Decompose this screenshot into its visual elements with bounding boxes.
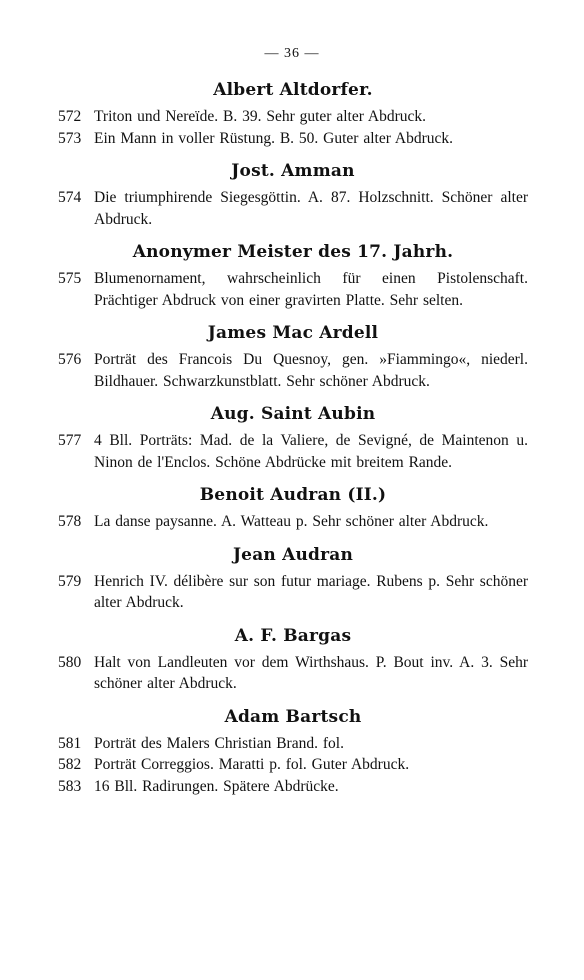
entry-number: 572 — [58, 108, 82, 125]
artist-heading: Jost. Amman — [231, 161, 355, 181]
catalog-content — [58, 78, 528, 807]
entry-description: 16 Bll. Radirungen. Spätere Abdrücke. — [94, 777, 339, 795]
artist-heading: Anonymer Meister des 17. Jahrh. — [132, 242, 454, 262]
catalog-entry — [58, 128, 528, 150]
page-number: — 36 — — [264, 46, 320, 61]
catalog-entry — [58, 268, 528, 311]
artist-heading: A. F. Bargas — [234, 625, 352, 646]
catalog-entry — [58, 187, 528, 230]
artist-section-anonymer-meister — [58, 240, 528, 311]
artist-section-saint-aubin — [58, 402, 528, 473]
artist-section-bartsch — [58, 705, 528, 798]
entry-description: Porträt des Malers Christian Brand. fol. — [94, 734, 344, 752]
entry-number: 580 — [58, 653, 82, 671]
entry-number: 579 — [58, 572, 82, 590]
entry-description: Henrich IV. délibère sur son futur mariage. Rubens p. Sehr schöner alter Abdruck. — [94, 572, 528, 611]
entry-number: 578 — [58, 513, 82, 530]
artist-section-amman — [58, 159, 528, 230]
artist-section-benoit-audran — [58, 483, 528, 533]
artist-heading: Jean Audran — [232, 544, 354, 565]
entry-description: Porträt Correggios. Maratti p. fol. Guter Abdruck. — [94, 756, 410, 773]
entry-number: 575 — [58, 270, 82, 287]
catalog-entry — [58, 776, 528, 798]
artist-section-altdorfer — [58, 78, 528, 149]
entry-number: 576 — [58, 351, 82, 368]
artist-section-jean-audran — [58, 543, 528, 614]
entry-number: 581 — [58, 734, 82, 752]
catalog-entry — [58, 571, 528, 614]
catalog-entry — [58, 652, 528, 695]
entry-description: Porträt des Francois Du Quesnoy, gen. »Fiammingo«, niederl. Bildhauer. Schwarzkunstblatt. Sehr schöner Abdruck. — [94, 351, 528, 390]
entry-number: 582 — [58, 756, 82, 773]
entry-description: Triton und Nereïde. B. 39. Sehr guter alter Abdruck. — [94, 108, 427, 125]
artist-heading: Albert Altdorfer. — [213, 80, 373, 100]
entry-description: Ein Mann in voller Rüstung. B. 50. Guter alter Abdruck. — [94, 129, 453, 147]
artist-heading: James Mac Ardell — [207, 323, 379, 343]
artist-heading: Benoit Audran (II.) — [199, 485, 387, 505]
entry-description: 4 Bll. Porträts: Mad. de la Valiere, de Sevigné, de Maintenon u. Ninon de l'Enclos. Schöne Abdrücke mit breitem Rande. — [94, 432, 528, 471]
entry-description: La danse paysanne. A. Watteau p. Sehr schöner alter Abdruck. — [94, 513, 489, 530]
catalog-entry — [58, 106, 528, 128]
catalog-entry — [58, 430, 528, 473]
artist-heading: Adam Bartsch — [224, 706, 362, 727]
artist-heading: Aug. Saint Aubin — [210, 404, 376, 424]
entry-description: Halt von Landleuten vor dem Wirthshaus. P. Bout inv. A. 3. Sehr schöner alter Abdruck. — [94, 653, 528, 692]
artist-section-bargas — [58, 624, 528, 695]
entry-description: Blumenornament, wahrscheinlich für einen Pistolenschaft. Prächtiger Abdruck von einer gravirten Platte. Sehr selten. — [94, 270, 528, 309]
entry-number: 577 — [58, 432, 82, 449]
catalog-entry — [58, 349, 528, 392]
entry-description: Die triumphirende Siegesgöttin. A. 87. Holzschnitt. Schöner alter Abdruck. — [94, 189, 528, 228]
entry-number: 583 — [58, 777, 82, 795]
catalog-entry — [58, 733, 528, 755]
entry-number: 574 — [58, 189, 82, 206]
entry-number: 573 — [58, 129, 82, 147]
catalog-entry — [58, 511, 528, 533]
catalog-entry — [58, 754, 528, 776]
artist-section-mac-ardell — [58, 321, 528, 392]
